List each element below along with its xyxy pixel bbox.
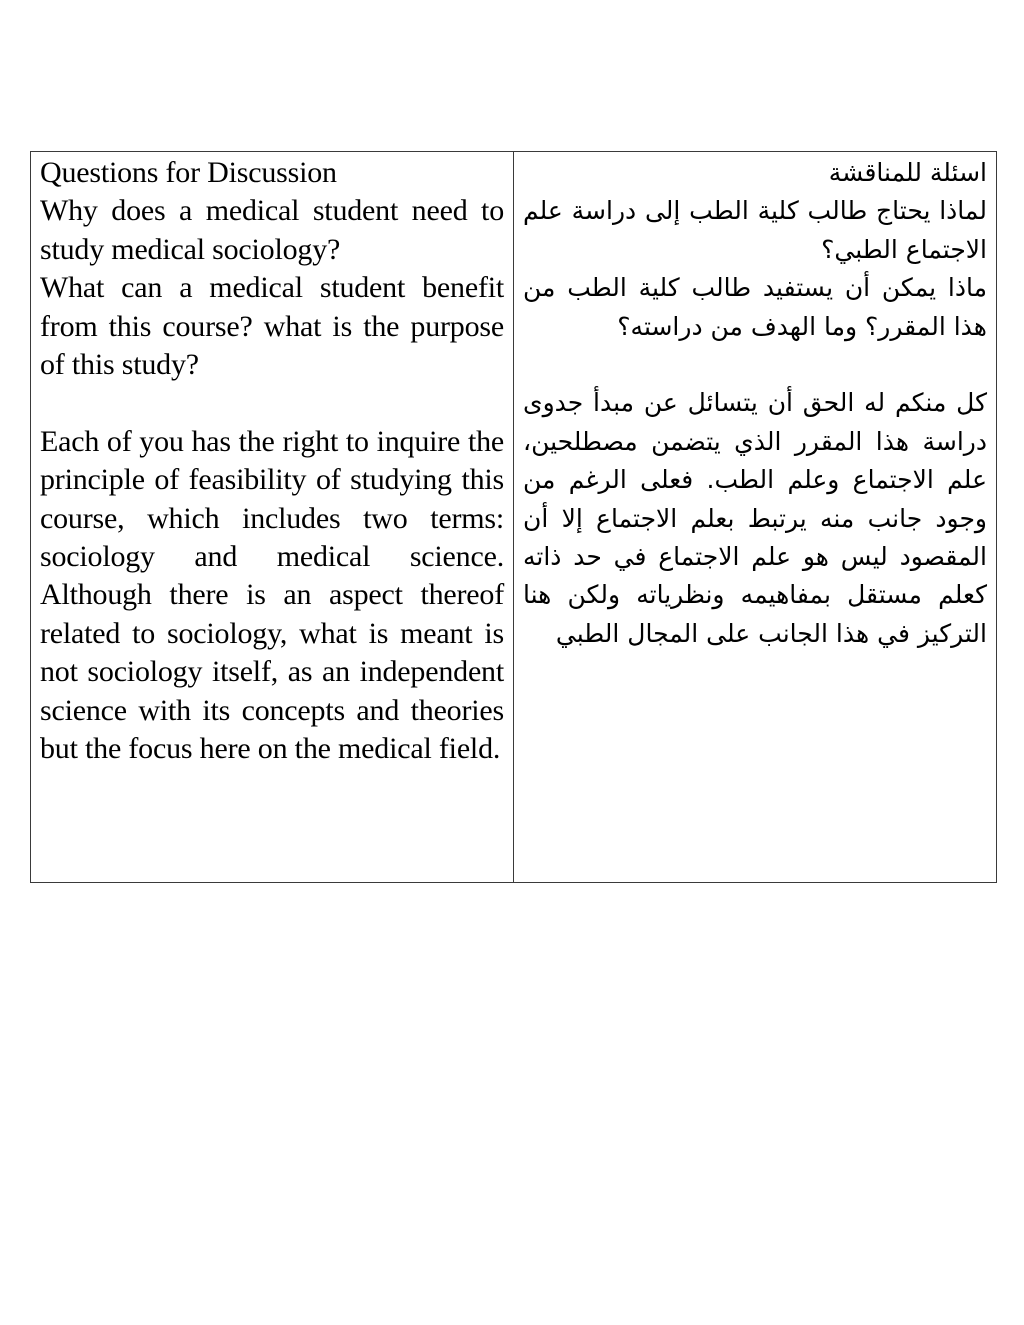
paragraph-gap bbox=[40, 384, 504, 422]
arabic-heading: اسئلة للمناقشة bbox=[828, 158, 987, 187]
english-question-1: Why does a medical student need to study medical sociology? bbox=[40, 194, 504, 266]
english-heading: Questions for Discussion bbox=[40, 156, 337, 189]
english-cell bbox=[31, 152, 514, 883]
english-content bbox=[31, 152, 513, 768]
arabic-content bbox=[514, 152, 996, 653]
arabic-question-1: لماذا يحتاج طالب كلية الطب إلى دراسة علم الاجتماع الطبي؟ bbox=[523, 196, 987, 264]
arabic-cell bbox=[514, 152, 997, 883]
bilingual-table bbox=[30, 151, 997, 883]
paragraph-gap bbox=[523, 346, 987, 384]
english-paragraph: Each of you has the right to inquire the principle of feasibility of studying this course, which includes two terms: sociology and medical science. Although there is an aspect thereof related to sociology, what is meant is not sociology itself, as an independent science with its concepts and theories but the focus here on the medical field. bbox=[40, 424, 504, 766]
arabic-paragraph: كل منكم له الحق أن يتسائل عن مبدأ جدوى دراسة هذا المقرر الذي يتضمن مصطلحين، علم الاجتماع وعلم الطب. فعلى الرغم من وجود جانب منه يرتبط بعلم الاجتماع إلا أن المقصود ليس هو علم الاجتماع في حد ذاته كعلم مستقل بمفاهيمه ونظرياته ولكن هنا التركيز في هذا الجانب على المجال الطبي bbox=[523, 388, 987, 648]
arabic-question-2: ماذا يمكن أن يستفيد طالب كلية الطب من هذا المقرر؟ وما الهدف من دراسته؟ bbox=[523, 273, 987, 341]
table-row bbox=[31, 152, 997, 883]
english-question-2: What can a medical student benefit from this course? what is the purpose of this study? bbox=[40, 271, 504, 382]
